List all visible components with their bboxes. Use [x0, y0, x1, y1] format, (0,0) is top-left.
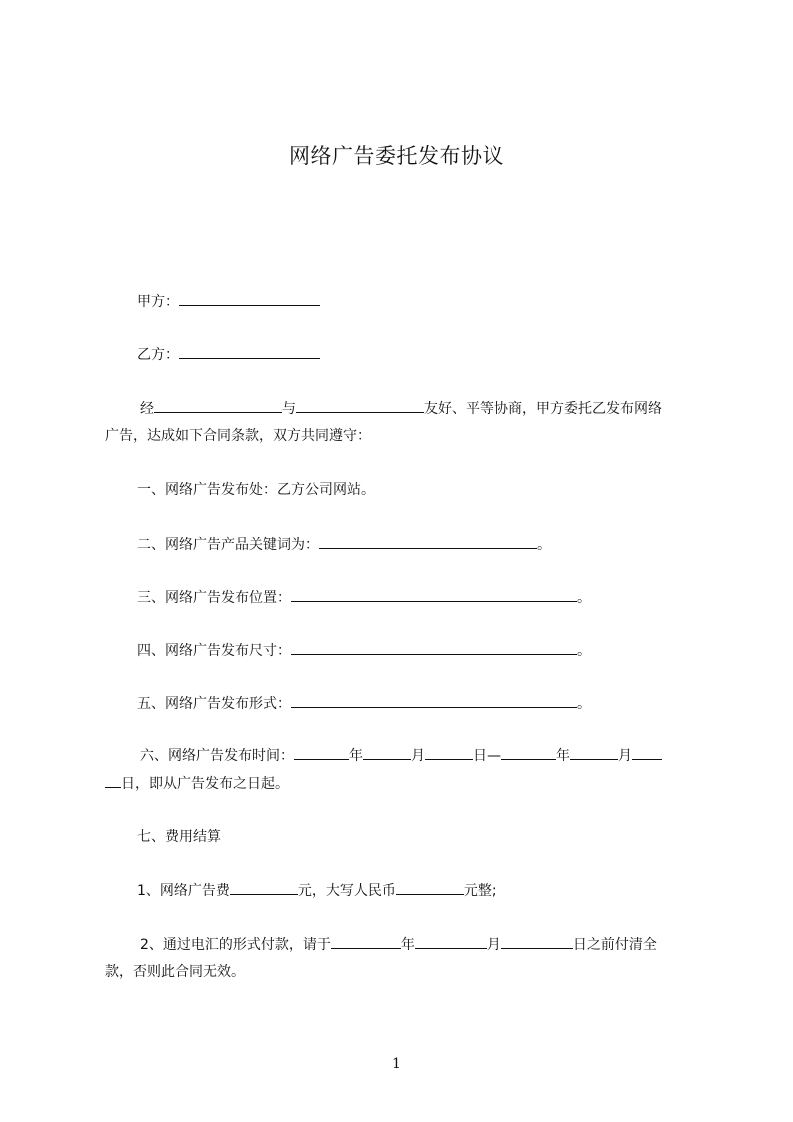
- item-3-label: 三、网络广告发布位置：: [137, 590, 291, 606]
- page-number: 1: [392, 1056, 401, 1072]
- fee-2-label: 2、通过电汇的形式付款，请于: [140, 937, 331, 953]
- intro-line-2: 广告，达成如下合同条款，双方共同遵守：: [105, 428, 371, 444]
- start-month-blank: [363, 745, 411, 760]
- fee-1-label: 1、网络广告费: [137, 883, 230, 899]
- intro-rest-1: 友好、平等协商，甲方委托乙发布网络: [424, 401, 662, 417]
- end-day-blank-cont: [105, 773, 121, 788]
- form-blank: [291, 693, 577, 708]
- intro-yu: 与: [282, 401, 296, 417]
- fee-line-1: [137, 880, 497, 901]
- item-7: 七、费用结算: [137, 829, 221, 845]
- item-1: 一、网络广告发布处：乙方公司网站。: [137, 482, 375, 498]
- intro-jing: 经: [140, 401, 154, 417]
- item-6-line-2: [105, 773, 289, 794]
- item-4-period: 。: [577, 643, 591, 659]
- fee-line-2: [140, 934, 657, 955]
- date-range-dash: —: [487, 748, 501, 764]
- pay-year-blank: [331, 934, 401, 949]
- start-day-blank: [425, 745, 473, 760]
- fee-1-capital-label: 元，大写人民币: [297, 883, 396, 899]
- party-b-line: [137, 344, 320, 365]
- pay-year-label: 年: [400, 937, 415, 953]
- size-blank: [291, 640, 577, 655]
- start-year-label: 年: [349, 748, 363, 764]
- party-a-label: 甲方：: [137, 294, 179, 310]
- item-3: [137, 587, 591, 608]
- item-2-label: 二、网络广告产品关键词为：: [137, 537, 319, 553]
- party-name-blank-1: [154, 398, 282, 413]
- item-2: [137, 534, 551, 555]
- pay-day-blank: [501, 934, 573, 949]
- fee-amount-blank: [230, 880, 298, 895]
- keyword-blank: [319, 534, 537, 549]
- fee-capital-blank: [396, 880, 464, 895]
- party-a-line: [137, 291, 320, 312]
- fee-1-end: 元整;: [463, 883, 497, 899]
- party-b-blank: [179, 344, 320, 359]
- end-month-blank: [570, 745, 618, 760]
- item-3-period: 。: [577, 590, 591, 606]
- pay-month-blank: [415, 934, 487, 949]
- item-4: [137, 640, 591, 661]
- party-name-blank-2: [296, 398, 424, 413]
- item-5-period: 。: [577, 696, 591, 712]
- fee-2-end: 日之前付清全: [572, 937, 657, 953]
- item-6-line-1: [140, 745, 662, 766]
- end-year-blank: [501, 745, 556, 760]
- fee-line-2-cont: 款，否则此合同无效。: [105, 964, 245, 980]
- intro-line-1: [140, 398, 662, 419]
- end-year-label: 年: [556, 748, 570, 764]
- item-6-continuation: 日，即从广告发布之日起。: [121, 776, 289, 792]
- item-6-label: 六、网络广告发布时间：: [140, 748, 294, 764]
- position-blank: [291, 587, 577, 602]
- party-a-blank: [179, 291, 320, 306]
- item-5: [137, 693, 591, 714]
- document-title: 网络广告委托发布协议: [289, 144, 504, 168]
- item-4-label: 四、网络广告发布尺寸：: [137, 643, 291, 659]
- start-year-blank: [294, 745, 349, 760]
- item-5-label: 五、网络广告发布形式：: [137, 696, 291, 712]
- item-2-period: 。: [537, 537, 551, 553]
- end-day-blank-start: [632, 745, 662, 760]
- pay-month-label: 月: [486, 937, 501, 953]
- party-b-label: 乙方：: [137, 347, 179, 363]
- start-month-label: 月: [411, 748, 425, 764]
- start-day-label: 日: [473, 748, 487, 764]
- end-month-label: 月: [618, 748, 632, 764]
